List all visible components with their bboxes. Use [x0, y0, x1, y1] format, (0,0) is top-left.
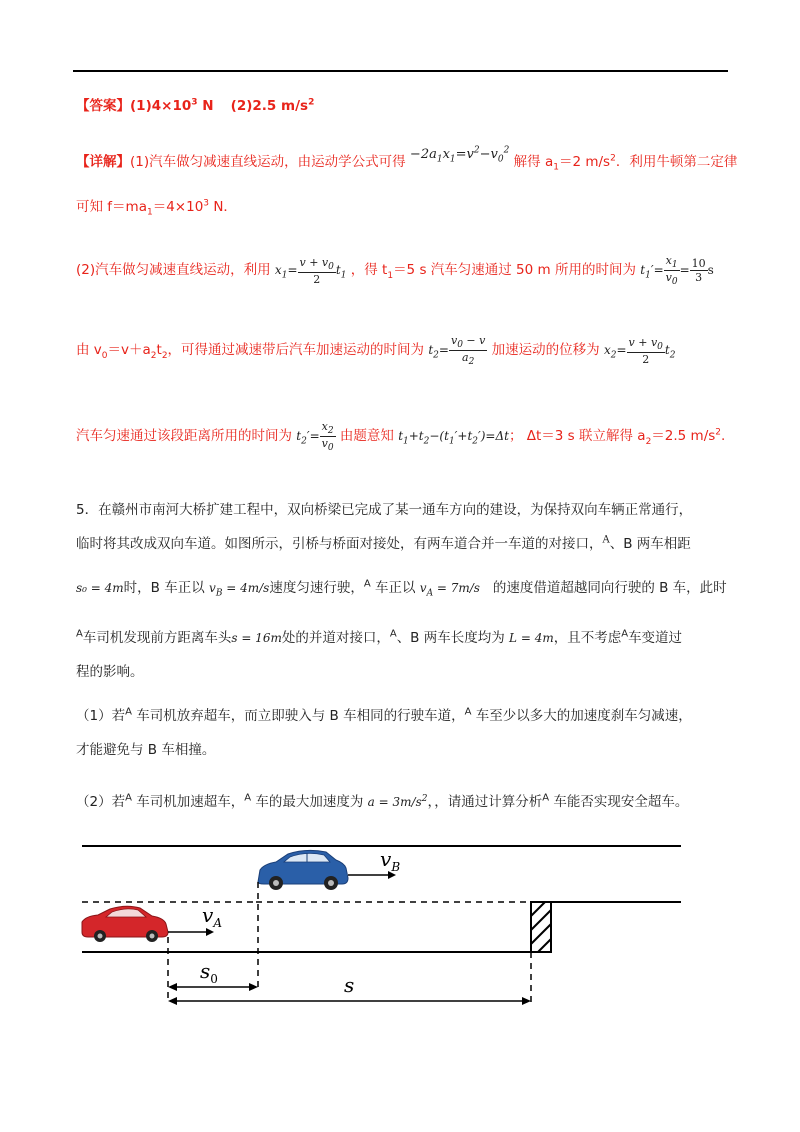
answer-line: 【答案】$(1)4\times 10^3$ N (2)2.5 $m/s^2$	[76, 97, 315, 114]
road-diagram	[76, 830, 686, 1020]
car-b-icon	[258, 850, 348, 890]
question-2-line: （2）若$^A$ 车司机加速超车，$^A$ 车的最大加速度为 $a = 3m/s^2$，，请通过计算分析$^A$ 车能否实现安全超车。	[76, 792, 689, 810]
t1-prime-formula: $t_1'=$ $\frac{x_1}{v_0}$ = $\frac{10}{3}$ s	[640, 254, 714, 288]
question-1-line-2: 才能避免与 B 车相撞。	[76, 742, 216, 758]
merge-barrier	[531, 902, 551, 952]
kinematics-formula: $-2a_1x_1=v^2-v_0^2$	[409, 145, 510, 165]
problem-line-1: 5．在赣州市南河大桥扩建工程中，双向桥梁已完成了某一通车方向的建设，为保持双向车辆正常通行，	[76, 502, 693, 518]
detail-bracket: 【详解】	[76, 154, 130, 170]
detail-line-1: 【详解】(1)汽车做匀减速直线运动，由运动学公式可得 $-2a_1x_1=v^2-v_0^2$ 解得 $a_1=2$ $m/s^2$．利用牛顿第二定律	[76, 145, 738, 173]
delta-t-formula: $t_1+t_2-(t_1'+t_2')=\Delta t$	[398, 429, 509, 447]
detail-line-4: 由 $v_0=v+a_2t_2$，可得通过减速带后汽车加速运动的时间为 $t_2=$ $\frac{v_0 - v}{a_2}$ 加速运动的位移为 $x_2=$ $\frac{v + v_0}{2}$ $t_2$	[76, 334, 676, 368]
car-a-icon	[82, 906, 168, 942]
t2-prime-formula: $t_2'=$ $\frac{x_2}{v_0}$	[296, 420, 334, 454]
detail-line-3: (2)汽车做匀减速直线运动，利用 $x_1=$ $\frac{v + v_0}{2}$ $t_1$ ，得 $t_1=5$ s 汽车匀速通过 50 m 所用的时间为 $t_1'=$ $\frac{x_1}{v_0}$ = $\frac{10}{3}$ s	[76, 254, 714, 288]
x1-formula: $x_1=$ $\frac{v + v_0}{2}$ $t_1$	[274, 255, 347, 286]
answer-bracket: 【答案】	[76, 98, 130, 114]
problem-line-4: $^A$车司机发现前方距离车头s = 16m处的并道对接口，$^A$、B 两车长度均为 L = 4m，且不考虑$^A$车变道过	[76, 628, 683, 646]
top-rule	[73, 70, 728, 72]
problem-line-3: s₀ = 4m时，B 车正以 $v_B = 4m/s$速度匀速行驶，$^A$ 车正以 $v_A = 7m/s$ 的速度借道超越同向行驶的 B 车，此时	[76, 578, 727, 599]
detail-line-2: 可知 $f=ma_1=4\times 10^3$ N．	[76, 198, 237, 218]
problem-line-2: 临时将其改成双向车道。如图所示，引桥与桥面对接处，有两车道合并一车道的对接口，$^A$、B 两车相距	[76, 534, 691, 552]
t2-formula: $t_2=$ $\frac{v_0 - v}{a_2}$	[428, 334, 486, 368]
va-label: $v_A$	[202, 903, 222, 930]
s0-label: $s_0$	[200, 959, 218, 986]
detail-line-5: 汽车匀速通过该段距离所用的时间为 $t_2'=$ $\frac{x_2}{v_0}$ 由题意知 $t_1+t_2-(t_1'+t_2')=\Delta t$； Δt＝3 s 联立解得 $a_2=2.5$ $m/s^2$.	[76, 420, 726, 454]
s-label: s	[344, 973, 355, 997]
question-1-line-1: （1）若$^A$ 车司机放弃超车，而立即驶入与 B 车相同的行驶车道，$^A$ 车至少以多大的加速度刹车匀减速，	[76, 706, 692, 724]
x2-formula: $x_2=$ $\frac{v + v_0}{2}$ $t_2$	[603, 335, 676, 366]
problem-line-5: 程的影响。	[76, 664, 144, 680]
vb-label: $v_B$	[380, 847, 401, 874]
